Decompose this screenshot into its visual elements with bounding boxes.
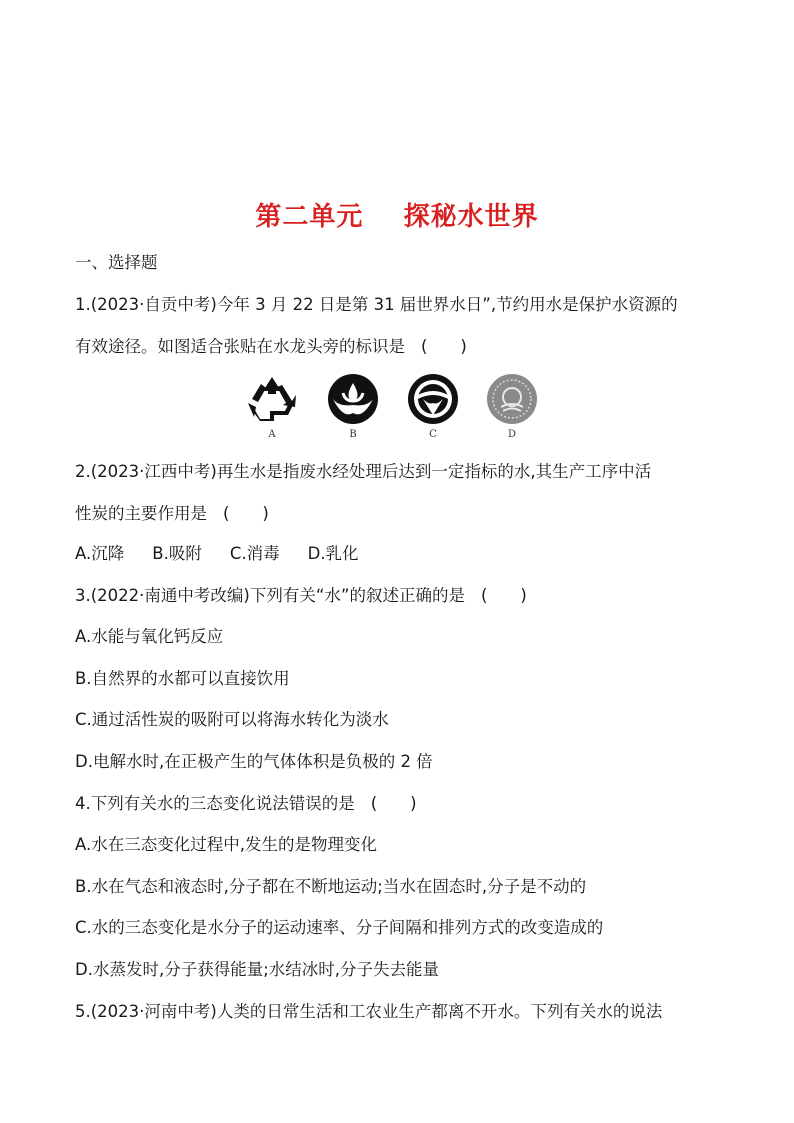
q4-option-a: A.水在三态变化过程中,发生的是物理变化 <box>75 835 377 854</box>
q2-option-d: D.乳化 <box>307 544 359 563</box>
q4-option-b: B.水在气态和液态时,分子都在不断地运动;当水在固态时,分子是不动的 <box>75 877 587 896</box>
q4-option-c: C.水的三态变化是水分子的运动速率、分子间隔和排列方式的改变造成的 <box>75 918 604 937</box>
q4-option-d: D.水蒸发时,分子获得能量;水结冰时,分子失去能量 <box>75 960 439 979</box>
q3-option-c: C.通过活性炭的吸附可以将海水转化为淡水 <box>75 710 389 729</box>
q2-stem-end: 性炭的主要作用是 <box>75 504 207 523</box>
q3-stem: 3.(2022·南通中考改编)下列有关“水”的叙述正确的是 <box>75 586 465 605</box>
q2-answer-blank: ( ) <box>223 504 269 523</box>
q1-option-c-label: C <box>429 429 437 440</box>
environmental-label-icon <box>486 373 538 425</box>
q1-line1: 1.(2023·自贡中考)今年 3 月 22 日是第 31 届世界水日”,节约用水是保护水资源的 <box>75 295 678 314</box>
q4-stem: 4.下列有关水的三态变化说法错误的是 <box>75 794 355 813</box>
q3-option-b: B.自然界的水都可以直接饮用 <box>75 669 290 688</box>
q1-stem-end: 有效途径。如图适合张贴在水龙头旁的标识是 <box>75 337 405 356</box>
q3-line1 <box>75 585 735 607</box>
q1-answer-blank: ( ) <box>421 337 467 356</box>
q2-option-c: C.消毒 <box>229 544 280 563</box>
q1-option-a <box>246 373 298 440</box>
recycle-icon <box>246 373 298 425</box>
water-drop-icon <box>327 373 379 425</box>
q2-line1: 2.(2023·江西中考)再生水是指废水经处理后达到一定指标的水,其生产工序中活 <box>75 462 652 481</box>
q1-option-a-label: A <box>268 429 276 440</box>
q3-option-a: A.水能与氧化钙反应 <box>75 627 224 646</box>
q2-option-b: B.吸附 <box>152 544 202 563</box>
q2-option-a: A.沉降 <box>75 544 125 563</box>
q1-option-c <box>407 373 459 440</box>
q2-options <box>75 543 735 565</box>
q1-option-b-label: B <box>349 429 357 440</box>
q1-option-d <box>486 373 538 440</box>
q4-answer-blank: ( ) <box>370 794 417 813</box>
q3-answer-blank: ( ) <box>480 586 527 605</box>
q5-line1: 5.(2023·河南中考)人类的日常生活和工农业生产都离不开水。下列有关水的说法 <box>75 1002 663 1021</box>
page-title: 第二单元 探秘水世界 <box>255 202 539 232</box>
q2-line2 <box>75 503 735 525</box>
q1-option-b <box>327 373 379 440</box>
section-heading: 一、选择题 <box>75 253 158 272</box>
q1-icon-options <box>246 373 546 441</box>
q1-option-d-label: D <box>507 429 517 440</box>
q3-option-d: D.电解水时,在正极产生的气体体积是负极的 2 倍 <box>75 752 433 771</box>
q1-line2 <box>75 336 735 358</box>
q4-line1 <box>75 793 735 815</box>
green-food-icon <box>407 373 459 425</box>
